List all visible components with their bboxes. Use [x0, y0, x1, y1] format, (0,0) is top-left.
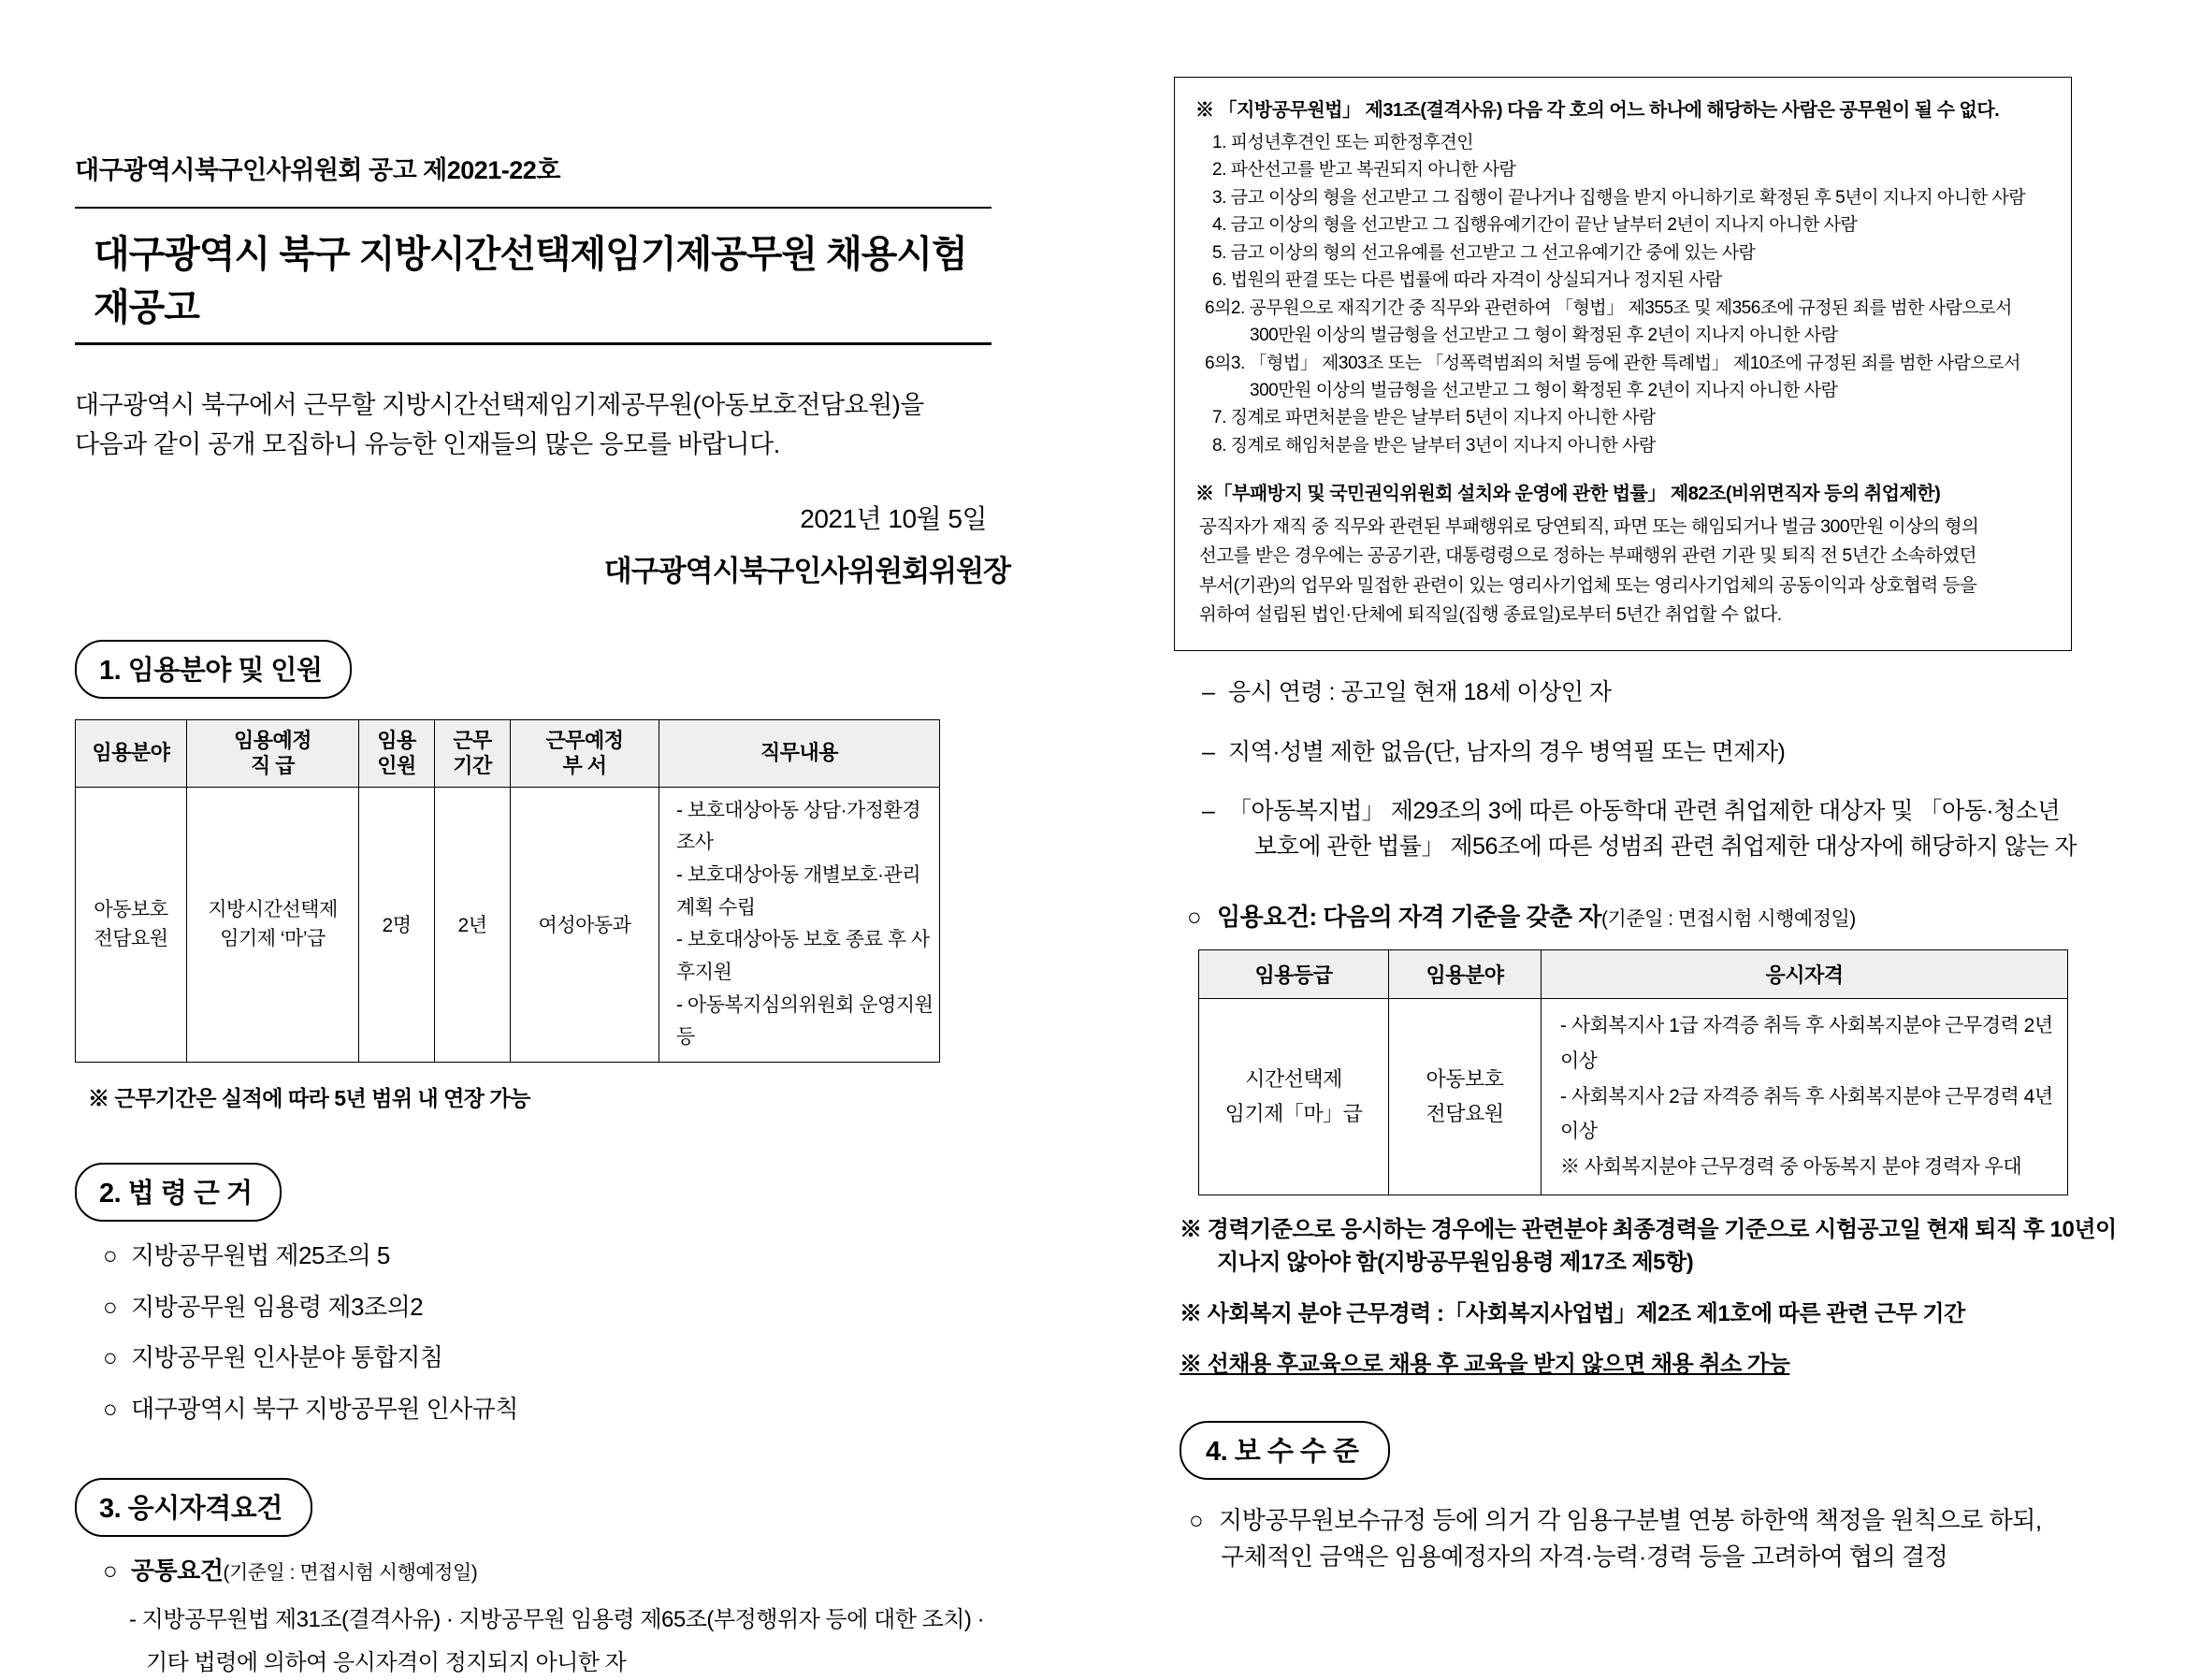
- section-4-heading: 4. 보 수 수 준: [1180, 1421, 1390, 1480]
- announcement-date: 2021년 10월 5일: [800, 503, 987, 533]
- qualification-table: [1198, 949, 2068, 1195]
- employment-restriction-line: 부서(기관)의 업무와 밀접한 관련이 있는 영리사기업체 또는 영리사기업체의 공동이익과 상호협력 등을: [1199, 574, 1977, 596]
- col-grade: 임용등급: [1199, 950, 1389, 999]
- disqualification-item-6-3-line1: 6의3. 「형법」 제303조 또는 「성폭력범죄의 처벌 등에 관한 특례법」 제10조에 규정된 죄를 범한 사람으로서: [1205, 353, 2020, 373]
- disqualification-item: 7. 징계로 파면처분을 받은 날부터 5년이 지나지 아니한 사람: [1212, 408, 1656, 428]
- intro-line-1: 대구광역시 북구에서 근무할 지방시간선택제임기제공무원(아동보호전담요원)을: [75, 391, 924, 419]
- cell-count: 2명: [359, 787, 435, 1062]
- right-column: [1174, 0, 2119, 1571]
- circle-marker-icon: ○: [103, 1556, 118, 1585]
- section-4-line1: 지방공무원보수규정 등에 의거 각 임용구분별 연봉 하한액 책정을 원칙으로 하되,: [1219, 1506, 2042, 1535]
- page-title: 대구광역시 북구 지방시간선택제임기제공무원 채용시험 재공고: [94, 234, 967, 328]
- section-2-list: [103, 1238, 1010, 1427]
- col-field: 임용분야: [76, 719, 187, 787]
- issuing-organization: 대구광역시북구인사위원회위원장: [603, 554, 1010, 587]
- cell-field-line2: 전담요원: [1426, 1102, 1504, 1126]
- disqualification-item: 5. 금고 이상의 형의 선고유예를 선고받고 그 선고유예기간 중에 있는 사람: [1212, 242, 1756, 263]
- cell-department: 여성아동과: [511, 787, 659, 1062]
- list-item: [103, 1392, 1010, 1427]
- dash-marker-icon: –: [1202, 798, 1215, 824]
- disqualification-item: 6. 법원의 판결 또는 다른 법률에 따라 자격이 상실되거나 정지된 사람: [1212, 270, 1722, 291]
- col-grade-line2: 직 급: [250, 754, 296, 778]
- eligibility-dash-item-3: [1174, 794, 2119, 864]
- list-item: [103, 1238, 1010, 1274]
- section-4-line2: 구체적인 금액은 임용예정자의 자격·능력·경력 등을 고려하여 협의 결정: [1221, 1542, 1948, 1571]
- duty-item: - 보호대상아동 상담·가정환경 조사: [676, 799, 921, 854]
- eligibility-dash-label: 지역·성별 제한 없음(단, 남자의 경우 병역필 또는 면제자): [1228, 738, 1786, 765]
- career-note-1-line1: ※ 경력기준으로 응시하는 경우에는 관련분야 최종경력을 기준으로 시험공고일 현재 퇴직 후 10년이: [1180, 1216, 2117, 1242]
- duty-item: - 보호대상아동 보호 종료 후 사후지원: [676, 929, 930, 983]
- col-count-line1: 임용: [377, 728, 416, 752]
- requirement-sub-line-2: 기타 법령에 의하여 응시자격이 정지되지 아니한 자: [146, 1650, 627, 1676]
- circle-marker-icon: ○: [103, 1343, 118, 1372]
- disqualification-item: 2. 파산선고를 받고 복권되지 아니한 사람: [1212, 160, 1516, 181]
- col-grade: [187, 719, 359, 787]
- disqualification-item-6-2-line2: 300만원 이상의 벌금형을 선고받고 그 형이 확정된 후 2년이 지나지 아니한 사람: [1250, 326, 1838, 346]
- employment-restriction-line: 위하여 설립된 법인·단체에 퇴직일(집행 종료일)로부터 5년간 취업할 수 없다.: [1199, 603, 1782, 625]
- list-item-label: 지방공무원법 제25조의 5: [131, 1240, 390, 1269]
- document-number: 대구광역시북구인사위원회 공고 제2021-22호: [75, 156, 560, 184]
- disqualification-item: 1. 피성년후견인 또는 피한정후견인: [1212, 133, 1474, 152]
- table-header-row: [1199, 950, 2068, 999]
- qualification-requirement-heading: [1174, 898, 2119, 933]
- cell-qualifications: [1542, 999, 2068, 1195]
- duty-item: - 아동복지심의위원회 운영지원 등: [676, 993, 934, 1049]
- qualification-requirement-note: (기준일 : 면접시험 시행예정일): [1601, 908, 1856, 930]
- col-department: [511, 719, 659, 787]
- common-requirement-label: 공통요건: [131, 1556, 224, 1585]
- title-rule-bottom: [75, 342, 992, 345]
- col-count-line2: 인원: [377, 754, 416, 778]
- cell-field-line1: 아동보호: [1426, 1067, 1504, 1092]
- section-3-list: [103, 1554, 1010, 1680]
- table-row: [76, 787, 940, 1062]
- cell-field-line1: 아동보호: [94, 898, 168, 920]
- qualification-requirement-label: 임용요건: 다음의 자격 기준을 갖춘 자: [1217, 903, 1602, 931]
- list-item: [103, 1340, 1010, 1376]
- cell-grade: [187, 787, 359, 1062]
- col-grade-line1: 임용예정: [233, 728, 311, 752]
- section-1-heading: 1. 임용분야 및 인원: [75, 640, 352, 699]
- circle-marker-icon: ○: [103, 1292, 118, 1321]
- col-period: [435, 719, 511, 787]
- disqualification-item: 3. 금고 이상의 형을 선고받고 그 집행이 끝나거나 집행을 받지 아니하기로 확정된 후 5년이 지나지 아니한 사람: [1212, 187, 2026, 208]
- qualification-item: ※ 사회복지분야 근무경력 중 아동복지 분야 경력자 우대: [1560, 1156, 2022, 1179]
- disqualification-heading: ※ 「지방공무원법」 제31조(결격사유) 다음 각 호의 어느 하나에 해당하는 사람은 공무원이 될 수 없다.: [1195, 100, 2000, 121]
- dash-marker-icon: –: [1202, 738, 1215, 765]
- employment-restriction-heading: ※「부패방지 및 국민권익위원회 설치와 운영에 관한 법률」 제82조(비위면직자 등의 취업제한): [1195, 484, 1941, 505]
- career-note-2-line1: ※ 사회복지 분야 근무경력 :「사회복지사업법」제2조 제1호에 따른 관련 근무 기간: [1180, 1300, 1965, 1326]
- career-note-3-line1: ※ 선채용 후교육으로 채용 후 교육을 받지 않으면 채용 취소 가능: [1180, 1352, 1790, 1378]
- section-2-heading: 2. 법 령 근 거: [75, 1163, 282, 1222]
- requirement-sub-line-1: - 지방공무원법 제31조(결격사유) · 지방공무원 임용령 제65조(부정행위자 등에 대한 조치) ·: [129, 1607, 985, 1633]
- col-period-line1: 근무: [453, 728, 492, 752]
- intro-line-2: 다음과 같이 공개 모집하니 유능한 인재들의 많은 응모를 바랍니다.: [75, 429, 780, 458]
- disqualification-item-6-3-line2: 300만원 이상의 벌금형을 선고받고 그 형이 확정된 후 2년이 지나지 아니한 사람: [1250, 380, 1838, 400]
- career-note-2: [1174, 1298, 2119, 1331]
- career-note-3: [1174, 1349, 2119, 1382]
- cell-period: 2년: [435, 787, 511, 1062]
- common-requirement-note: (기준일 : 면접시험 시행예정일): [223, 1561, 478, 1584]
- circle-marker-icon: ○: [103, 1240, 118, 1269]
- table-row: [1199, 999, 2068, 1195]
- duty-item: - 보호대상아동 개별보호·관리계획 수립: [676, 863, 921, 919]
- col-department-line1: 근무예정: [545, 728, 624, 752]
- eligibility-dash-label: 응시 연령 : 공고일 현재 18세 이상인 자: [1228, 679, 1612, 705]
- cell-grade-line2: 임기제「마」급: [1224, 1102, 1363, 1126]
- list-item-label: 지방공무원 인사분야 통합지침: [131, 1343, 443, 1372]
- list-item-label: 대구광역시 북구 지방공무원 인사규칙: [131, 1394, 519, 1423]
- eligibility-dash-3-line2: 보호에 관한 법률」 제56조에 따른 성범죄 관련 취업제한 대상자에 해당하지 않는 자: [1254, 833, 2077, 860]
- eligibility-dash-item: [1174, 675, 2119, 711]
- career-note-1: [1174, 1214, 2119, 1280]
- appointment-table: [75, 719, 940, 1063]
- col-field: 임용분야: [1389, 950, 1542, 999]
- cell-field: [1389, 999, 1542, 1195]
- disqualification-box: [1174, 77, 2072, 651]
- eligibility-dash-item: [1174, 735, 2119, 771]
- circle-marker-icon: ○: [103, 1394, 118, 1423]
- disqualification-item: 8. 징계로 해임처분을 받은 날부터 3년이 지나지 아니한 사람: [1212, 435, 1656, 456]
- qualification-item: - 사회복지사 2급 자격증 취득 후 사회복지분야 근무경력 4년 이상: [1560, 1085, 2053, 1143]
- cell-grade-line1: 시간선택제: [1245, 1067, 1342, 1092]
- career-note-1-line2: 지나지 않아야 함(지방공무원임용령 제17조 제5항): [1217, 1249, 1694, 1275]
- cell-grade: [1199, 999, 1389, 1195]
- circle-marker-icon: ○: [1189, 1506, 1204, 1535]
- qualification-item: - 사회복지사 1급 자격증 취득 후 사회복지분야 근무경력 2년 이상: [1560, 1015, 2053, 1072]
- circle-marker-icon: ○: [1187, 903, 1202, 931]
- intro-paragraph: [75, 386, 1010, 465]
- list-item-label: 지방공무원 임용령 제3조의2: [131, 1292, 424, 1321]
- cell-grade-line2: 임기제 ‘마’급: [220, 928, 326, 950]
- col-duties: 직무내용: [659, 719, 940, 787]
- disqualification-item-6-2-line1: 6의2. 공무원으로 재직기간 중 직무와 관련하여 「형법」 제355조 및 제356조에 규정된 죄를 범한 사람으로서: [1205, 297, 2012, 318]
- disqualification-item: 4. 금고 이상의 형을 선고받고 그 집행유예기간이 끝난 날부터 2년이 지나지 아니한 사람: [1212, 215, 1858, 236]
- section-1-note: ※ 근무기간은 실적에 따라 5년 범위 내 연장 가능: [88, 1085, 530, 1110]
- section-4-body: [1174, 1502, 2119, 1575]
- col-department-line2: 부 서: [562, 754, 607, 778]
- cell-field: [76, 787, 187, 1062]
- col-period-line2: 기간: [453, 754, 492, 778]
- dash-marker-icon: –: [1202, 679, 1215, 705]
- col-count: [359, 719, 435, 787]
- list-item: [103, 1290, 1010, 1325]
- table-header-row: [76, 719, 940, 787]
- common-requirement-row: [103, 1554, 1010, 1589]
- cell-field-line2: 전담요원: [94, 928, 168, 950]
- employment-restriction-line: 공직자가 재직 중 직무와 관련된 부패행위로 당연퇴직, 파면 또는 해임되거나 벌금 300만원 이상의 형의: [1199, 516, 1979, 538]
- cell-duties: [659, 787, 940, 1062]
- section-3-heading: 3. 응시자격요건: [75, 1478, 312, 1537]
- col-qualification: 응시자격: [1542, 950, 2068, 999]
- left-column: [75, 0, 1010, 1676]
- eligibility-dash-3-line1: 「아동복지법」 제29조의 3에 따른 아동학대 관련 취업제한 대상자 및 「아동·청소년: [1228, 798, 2061, 824]
- employment-restriction-block: [1195, 478, 2052, 630]
- cell-grade-line1: 지방시간선택제: [208, 898, 338, 920]
- employment-restriction-line: 선고를 받은 경우에는 공공기관, 대통령령으로 정하는 부패행위 관련 기관 및 퇴직 전 5년간 소속하였던: [1199, 545, 1977, 567]
